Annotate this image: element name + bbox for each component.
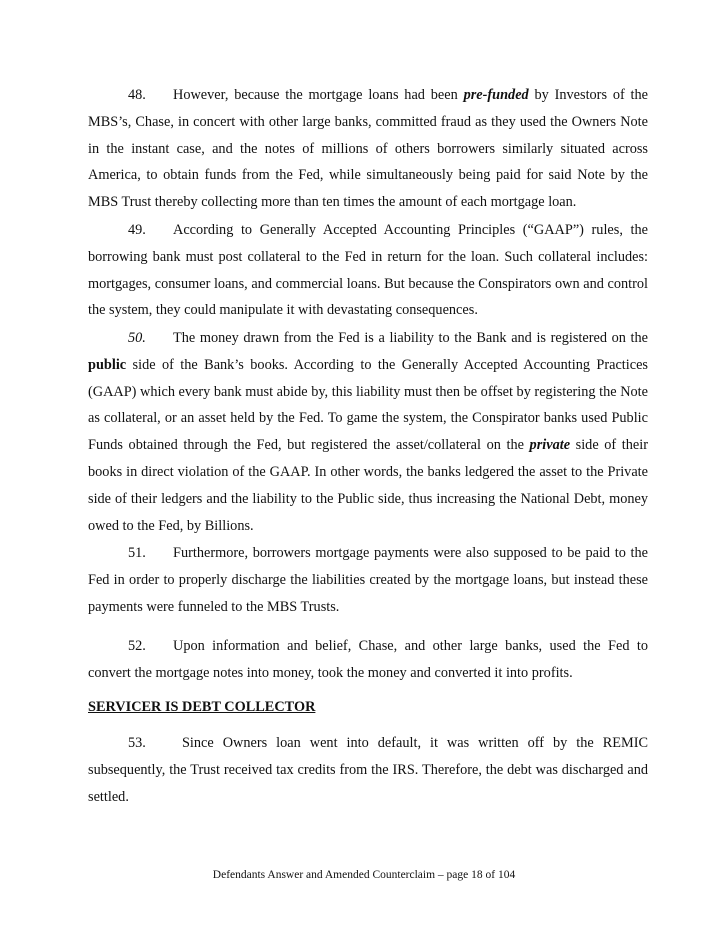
emphasis-public: public [88,356,127,373]
paragraph-text: Furthermore, borrowers mortgage payments were also supposed to be paid to the Fed in order to properly discharge the liabilities created by the mortgage loans, but instead these payments were funneled to the MBS Trusts. [88,545,648,615]
paragraph-text: side of their books in direct violation of the GAAP. In other words, the banks ledgered the asset to the Private side of their ledgers and the liability to the Public side, thus increasing the National Debt, money owed to the Fed, by Billions. [88,437,648,534]
paragraph-number: 53. [128,735,146,751]
paragraph-text: The money drawn from the Fed is a liability to the Bank and is registered on the [173,330,648,346]
paragraph-49 [88,217,648,324]
section-heading: SERVICER IS DEBT COLLECTOR [88,699,316,715]
paragraph-51 [88,540,648,620]
paragraph-number: 49. [128,222,146,238]
paragraph-text: Upon information and belief, Chase, and other large banks, used the Fed to convert the mortgage notes into money, took the money and converted it into profits. [88,638,648,681]
paragraph-text: However, because the mortgage loans had been [173,87,464,103]
paragraph-text: According to Generally Accepted Accounting Principles (“GAAP”) rules, the borrowing bank must post collateral to the Fed in return for the loan. Such collateral includes: mortgages, consumer loans, and commercial loans. But because the Conspirators own and control the system, they could manipulate it with devastating consequences. [88,222,648,319]
paragraph-text: Since Owners loan went into default, it was written off by the REMIC subsequently, the Trust received tax credits from the IRS. Therefore, the debt was discharged and settled. [88,735,648,805]
paragraph-number: 51. [128,545,146,561]
paragraph-50 [88,325,648,539]
paragraph-text: side of the Bank’s books. According to the Generally Accepted Accounting Practices (GAAP) which every bank must abide by, this liability must then be offset by registering the Note as collateral, or an asset held by the Fed. To game the system, the Conspirator banks used Public Funds obtained through the Fed, but registered the asset/collateral on the [88,356,648,454]
paragraph-53 [88,730,648,810]
emphasis-pre-funded: pre-funded [463,87,529,103]
paragraph-48 [88,82,648,216]
paragraph-text: by Investors of the MBS’s, Chase, in concert with other large banks, committed fraud as they used the Owners Note in the instant case, and the notes of millions of others borrowers similarly situated across America, to obtain funds from the Fed, while simultaneously being paid for said Note by the MBS Trust thereby collecting more than ten times the amount of each mortgage loan. [88,87,648,211]
paragraph-52 [88,633,648,687]
emphasis-private: private [529,437,571,454]
paragraph-number: 50. [128,330,146,346]
paragraph-number: 48. [128,87,146,103]
page-footer: Defendants Answer and Amended Counterclaim – page 18 of 104 [212,869,516,881]
paragraph-number: 52. [128,638,146,654]
